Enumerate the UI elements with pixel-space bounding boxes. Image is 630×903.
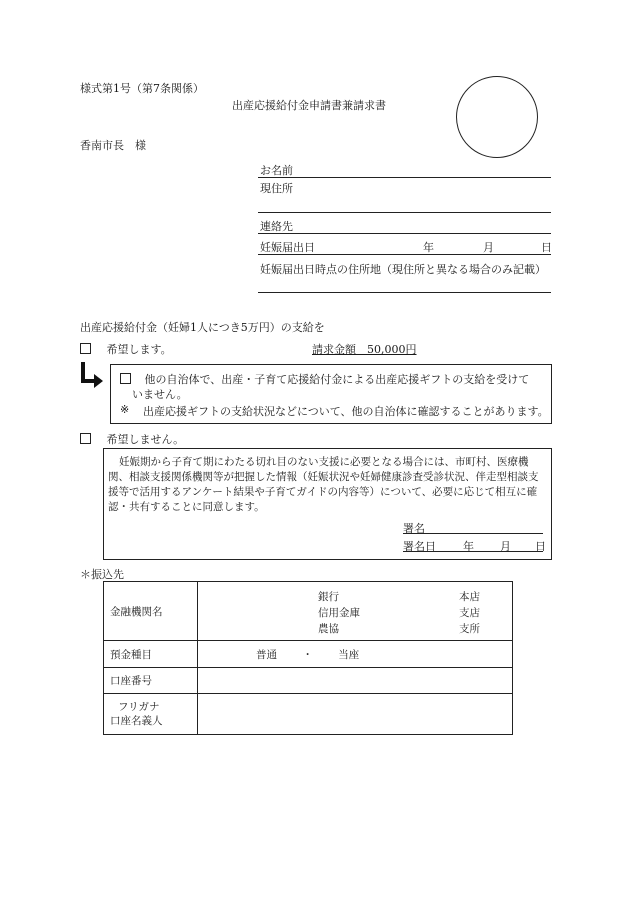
bank-heading: ＊振込先 xyxy=(80,568,124,581)
signature-year: 年 xyxy=(463,540,474,553)
past-address-field[interactable] xyxy=(258,292,551,293)
signature-date-field[interactable] xyxy=(403,551,543,552)
option-no[interactable] xyxy=(80,431,184,447)
name-field[interactable] xyxy=(258,177,551,178)
agri-type: 農協 xyxy=(318,623,339,635)
separator-dot: ・ xyxy=(302,648,313,661)
arrow-right-icon xyxy=(80,362,106,388)
bank-type: 銀行 xyxy=(318,591,339,603)
gift-line-2: いません。 xyxy=(132,388,188,401)
gift-checkbox[interactable] xyxy=(120,373,131,384)
account-number-label: 口座番号 xyxy=(104,668,198,694)
pregnancy-day: 日 xyxy=(541,241,552,254)
form-number: 様式第1号（第7条関係） xyxy=(80,82,204,95)
contact-label: 連絡先 xyxy=(260,220,293,233)
signature-date-label: 署名日 xyxy=(403,540,436,553)
account-type-field[interactable] xyxy=(198,641,513,668)
account-type-label: 預金種目 xyxy=(104,641,198,668)
option-no-checkbox[interactable] xyxy=(80,433,91,444)
signature-label: 署名 xyxy=(403,522,425,535)
address-field[interactable] xyxy=(258,212,551,213)
branch: 支店 xyxy=(459,607,480,619)
request-intro: 出産応援給付金（妊婦1人につき5万円）の支給を xyxy=(80,321,325,334)
consent-text: 妊娠期から子育て期にわたる切れ目のない支援に必要となる場合には、市町村、医療機関、相談支援関係機関等が把握した情報（妊娠状況や妊婦健康診査受診状況、伴走型相談支援等で活用するアンケート結果や子育てガイドの内容等）について、必要に応じて相互に確認・共有することに同意します。 xyxy=(108,456,539,513)
address-label: 現住所 xyxy=(260,182,293,195)
past-address-label: 妊娠届出日時点の住所地（現住所と異なる場合のみ記載） xyxy=(260,263,546,276)
pregnancy-date-label: 妊娠届出日 xyxy=(260,241,315,254)
institution-label: 金融機関名 xyxy=(104,582,198,641)
current-option[interactable]: 当座 xyxy=(338,648,360,661)
option-no-label: 希望しません。 xyxy=(106,433,185,446)
holder-field[interactable] xyxy=(198,694,513,735)
holder-label: 口座名義人 xyxy=(110,715,163,727)
head-office: 本店 xyxy=(459,591,480,603)
pregnancy-year: 年 xyxy=(423,241,434,254)
contact-field[interactable] xyxy=(258,233,551,234)
bank-table xyxy=(103,581,513,735)
addressee: 香南市長 様 xyxy=(80,139,146,152)
gift-note: 出産応援ギフトの支給状況などについて、他の自治体に確認することがあります。 xyxy=(143,405,549,418)
signature-day: 日 xyxy=(535,540,546,553)
institution-field[interactable] xyxy=(198,582,513,641)
pregnancy-month: 月 xyxy=(483,241,494,254)
option-yes[interactable] xyxy=(80,341,172,357)
credit-union-type: 信用金庫 xyxy=(318,607,360,619)
branch-office: 支所 xyxy=(459,623,480,635)
ordinary-option[interactable]: 普通 xyxy=(256,648,277,661)
gift-line-1: 他の自治体で、出産・子育て応援給付金による出産応援ギフトの支給を受けて xyxy=(144,373,530,386)
gift-option[interactable] xyxy=(120,371,529,387)
account-number-field[interactable] xyxy=(198,668,513,694)
gift-note-mark: ※ xyxy=(120,403,130,416)
amount-label: 請求金額 50,000円 xyxy=(312,343,417,356)
pregnancy-date-field[interactable] xyxy=(258,254,551,255)
option-yes-checkbox[interactable] xyxy=(80,343,91,354)
signature-month: 月 xyxy=(500,540,511,553)
stamp-circle xyxy=(456,76,538,158)
form-title: 出産応援給付金申請書兼請求書 xyxy=(232,99,386,112)
option-yes-label: 希望します。 xyxy=(106,343,172,356)
furigana-label: フリガナ xyxy=(118,701,160,713)
name-label: お名前 xyxy=(260,164,293,177)
signature-field[interactable] xyxy=(403,533,543,534)
